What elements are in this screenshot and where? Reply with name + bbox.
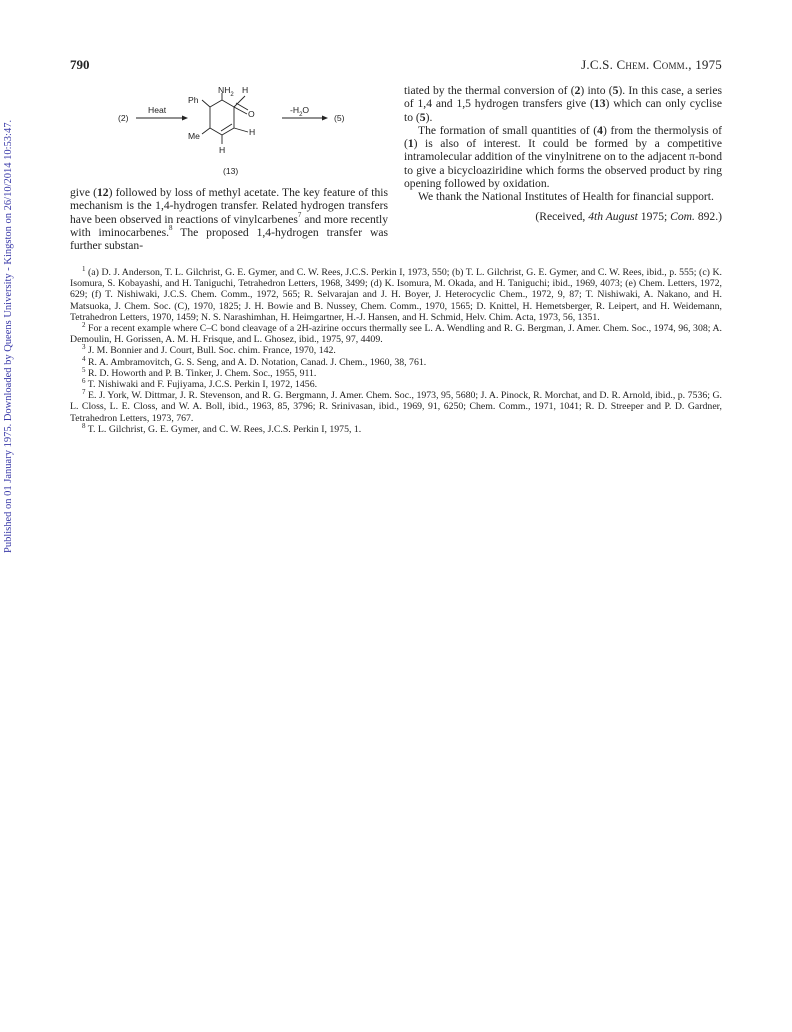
bond xyxy=(210,128,222,135)
h-right-label: H xyxy=(249,127,256,137)
acknowledgement: We thank the National Institutes of Health for financial support. xyxy=(418,190,714,204)
reference-item: $^6$ T. Nishiwaki and F. Fujiyama, J.C.S. Perkin I, 1972, 1456. xyxy=(82,377,318,391)
reference-item: $^3$ J. M. Bonnier and J. Court, Bull. Soc. chim. France, 1970, 142. xyxy=(82,343,336,357)
phenyl-label: Ph xyxy=(188,95,199,105)
dehydration-arrowhead xyxy=(322,116,328,121)
reaction-scheme xyxy=(110,84,370,180)
journal-name: Chem. Comm. xyxy=(616,57,689,72)
bond xyxy=(234,128,248,132)
reference-item: $^4$ R. A. Ambramovitch, G. S. Seng, and A. D. Notation, Canad. J. Chem., 1960, 38, 761. xyxy=(82,354,427,368)
scheme-start-label: (2) xyxy=(118,113,129,123)
compound-13-label: (13) xyxy=(223,166,239,176)
references xyxy=(70,267,722,435)
methyl-label: Me xyxy=(188,131,200,141)
reference-item: $^1$ (a) D. J. Anderson, T. L. Gilchrist, G. E. Gymer, and C. W. Rees, J.C.S. Perkin I, 1973, 550; (b) T. L. Gilchrist, G. E. Gymer, and C. W. Rees, ibid., p. 555; (c) K. Isomura, S. Kobayashi, and H. Taniguchi, Tetrahedron Letters, 1968, 3499; (d) K. Isomura, M. Okada, and H. Taniguchi; ibid., 1969, 4073; (e) Chem. Letters, 1972, 629; (f) T. Nishiwaki, J.C.S. Chem. Comm., 1972, 565; R. Selvarajan and J. H. Boyer, J. Heterocyclic Chem., 1972, 9, 87; T. Nishiwaki, A. Nakano, and H. Matsuoka, J. Chem. Soc. (C), 1970, 1825; J. H. Bowie and B. Nussey, Chem. Comm., 1970, 1565; D. Knittel, H. Hemetsberger, R. Leipert, and H. Weidemann, Tetrahedron Letters, 1970, 1459; N. S. Narashimhan, H. Heimgartner, H.-J. Hansen, and H. Schmid, Helv. Chim. Acta, 1973, 56, 1351. xyxy=(70,265,722,323)
journal-year: , 1975 xyxy=(688,57,722,72)
h-bottom-label: H xyxy=(219,145,226,155)
bond xyxy=(202,100,210,107)
heat-arrowhead xyxy=(182,116,188,121)
running-header xyxy=(581,57,722,73)
bond xyxy=(202,128,210,134)
reference-item: $^8$ T. L. Gilchrist, G. E. Gymer, and C. W. Rees, J.C.S. Perkin I, 1975, 1. xyxy=(82,421,362,435)
dehydration-label: $-H_2O$ xyxy=(290,105,310,118)
page-number: 790 xyxy=(70,57,90,72)
reference-item: $^7$ E. J. York, W. Dittmar, J. R. Stevenson, and R. G. Bergmann, J. Amer. Chem. Soc., 1973, 95, 5680; J. A. Pinock, R. Morchat, and D. R. Arnold, ibid., p. 7536; G. L. Closs, L. E. Closs, and W. A. Boll, ibid., 1963, 85, 3796; R. Srinivasan, ibid., 1969, 91, 6250; Chem. Comm., 1971, 1041; R. D. Streeper and P. D. Gardner, Tetrahedron Letters, 1973, 767. xyxy=(70,388,723,424)
bond xyxy=(222,100,234,107)
right-paragraph-2: The formation of small quantities of (4) from the thermolysis of (1) is also of interest. It could be formed by a competitive intramolecular addition of the vinylnitrene on to the adjacent π-bond to give a bicycloaziridine which forms the observed product by ring opening followed by oxidation. xyxy=(404,123,722,191)
bond xyxy=(210,100,222,107)
amine-label: $NH_2$ xyxy=(218,85,234,98)
scheme-product-label: (5) xyxy=(334,113,345,123)
left-paragraph: give (12) followed by loss of methyl acetate. The key feature of this mechanism is the 1,4-hydrogen transfer. Related hydrogen transfers have been observed in reactions of vinylcarbenes$^7$ and more recently with iminocarbenes.$^8$ The proposed 1,4-hydrogen transfer was further substan- xyxy=(70,186,389,253)
journal-abbrev: J.C.S. xyxy=(581,57,614,72)
right-column xyxy=(404,84,722,223)
heat-label: Heat xyxy=(148,105,167,115)
h-top-label: H xyxy=(242,85,249,95)
received-line: (Received, 4th August 1975; Com. 892.) xyxy=(535,209,722,223)
reference-item: $^5$ R. D. Howorth and P. B. Tinker, J. Chem. Soc., 1955, 911. xyxy=(82,365,317,379)
download-watermark: Published on 01 January 1975. Downloaded by Queens University - Kingston on 26/10/2014 10:53:47. xyxy=(3,119,14,553)
right-paragraph-1: tiated by the thermal conversion of (2) into (5). In this case, a series of 1,4 and 1,5 hydrogen transfers give (13) which can only cyclise to (5). xyxy=(404,84,722,124)
left-column xyxy=(70,186,388,252)
reference-item: $^2$ For a recent example where C–C bond cleavage of a 2H-azirine occurs thermally see L. A. Wendling and R. G. Bergman, J. Amer. Chem. Soc., 1974, 96, 308; A. Demoulin, H. Gorissen, A. M. H. Frisque, and L. Ghosez, ibid., 1975, 97, 4409. xyxy=(70,321,722,346)
oxygen-label: O xyxy=(248,109,255,119)
